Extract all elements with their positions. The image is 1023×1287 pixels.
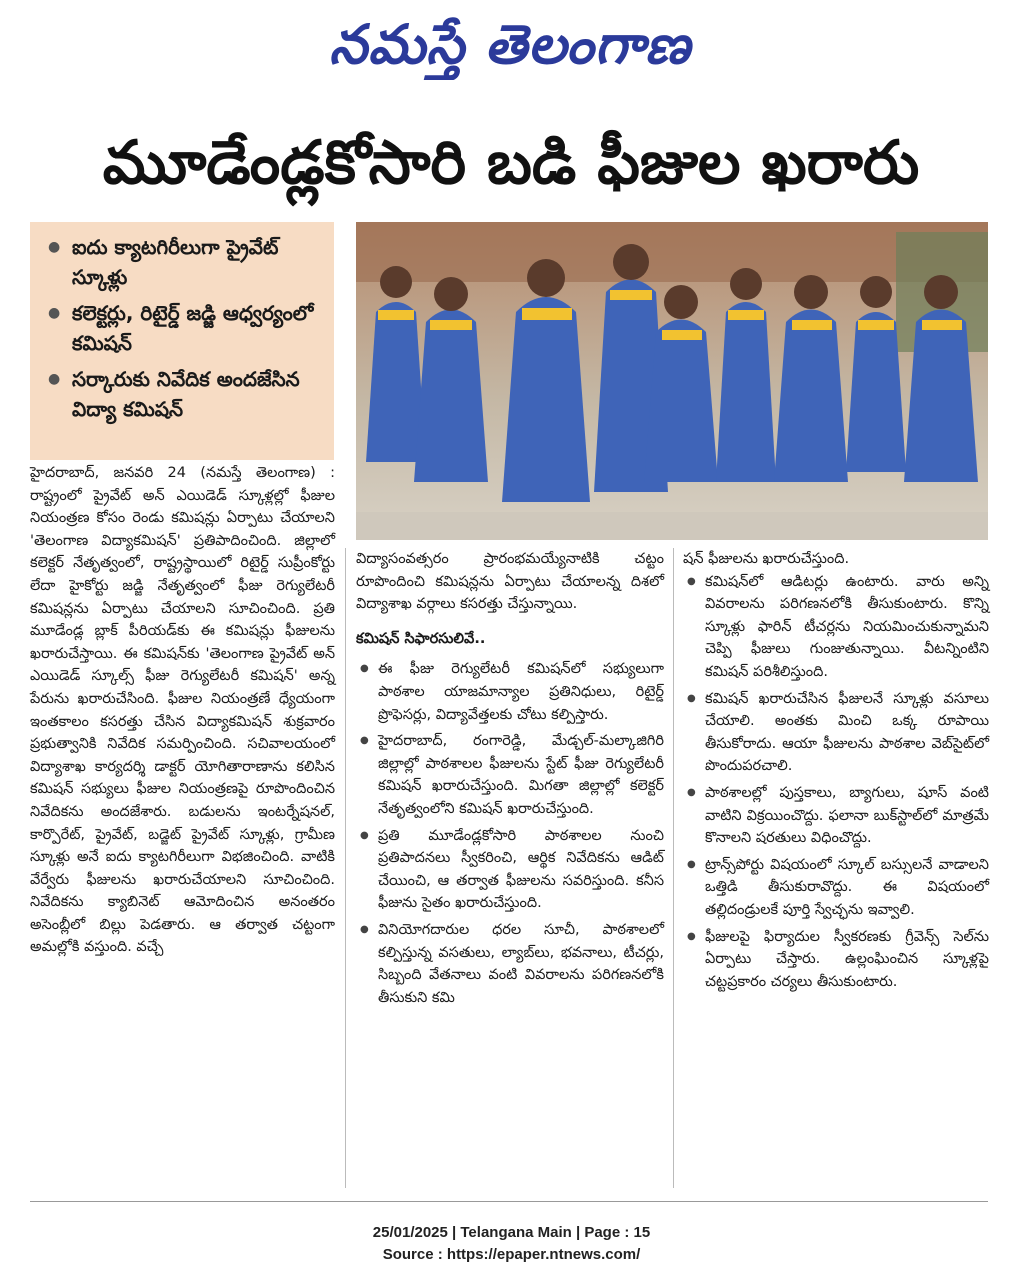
newspaper-masthead: నమస్తే తెలంగాణ (329, 12, 691, 76)
recommendation-item: ● వినియోగదారుల ధరల సూచీ, పాఠశాలలో కల్పిస్తున్న వసతులు, ల్యాబ్‌లు, భవనాలు, టీచర్లు, సిబ్బంది వేతనాలు వంటి వివరాలను పరిగణనలోకి తీసుకుని కమి (356, 919, 664, 1009)
footer-divider (30, 1201, 988, 1202)
footer-source: Source : https://epaper.ntnews.com/ (382, 1246, 641, 1263)
students-photo (356, 222, 988, 540)
recommendations-subheading: కమిషన్ సిఫారసులివే.. (356, 630, 486, 647)
footer-date-page: 25/01/2025 | Telangana Main | Page : 15 (372, 1224, 651, 1241)
highlight-item: ● కలెక్టర్లు, రిటైర్డ్ జడ్జి ఆధ్వర్యంలో కమిషన్ (44, 298, 326, 358)
recommendation-item: ● ఫీజులపై ఫిర్యాదుల స్వీకరణకు గ్రీవెన్స్ సెల్‌ను ఏర్పాటు చేస్తారు. ఉల్లంఘించిన స్కూళ్లపై చట్టప్రకారం చర్యలు తీసుకుంటారు. (683, 926, 989, 994)
article-column-2 (356, 548, 664, 1013)
recommendation-item: ● ట్రాన్స్‌పోర్టు విషయంలో స్కూల్ బస్సులనే వాడాలని ఒత్తిడి తీసుకురావొద్దు. ఈ విషయంలో తల్లిదండ్రులకే పూర్తి స్వేచ్ఛను ఇవ్వాలి. (683, 854, 989, 922)
article-body-text: విద్యాసంవత్సరం ప్రారంభమయ్యేనాటికి చట్టం రూపొందించి కమిషన్లను ఏర్పాటు చేయాలన్న దిశలో విద్యాశాఖ వర్గాలు కసరత్తు చేస్తున్నాయి. (356, 551, 664, 613)
recommendation-item: ● పాఠశాలల్లో పుస్తకాలు, బ్యాగులు, షూస్ వంటి వాటిని విక్రయించొద్దు. ఫలానా బుక్‌స్టాల్‌లో మాత్రమే కొనాలని షరతులు విధించొద్దు. (683, 782, 989, 850)
recommendation-item: ● ఈ ఫీజు రెగ్యులేటరీ కమిషన్‌లో సభ్యులుగా పాఠశాల యాజమాన్యాల ప్రతినిధులు, రిటైర్డ్ ప్రొఫెసర్లు, విద్యావేత్తలకు చోటు కల్పిస్తారు. (356, 658, 664, 726)
recommendation-item: ● కమిషన్ ఖరారుచేసిన ఫీజులనే స్కూళ్లు వసూలు చేయాలి. అంతకు మించి ఒక్క రూపాయి తీసుకోరాదు. ఆయా ఫీజులను పాఠశాల వెబ్‌సైట్‌లో పొందుపరచాలి. (683, 688, 989, 778)
article-headline: మూడేండ్లకోసారి బడి ఫీజుల ఖరారు (102, 128, 920, 198)
article-body-text: హైదరాబాద్, జనవరి 24 (నమస్తే తెలంగాణ) : రాష్ట్రంలో ప్రైవేట్ అన్ ఎయిడెడ్ స్కూళ్లల్లో ఫీజుల నియంత్రణ కోసం రెండు కమిషన్లు ఏర్పాటు చేయాలని 'తెలంగాణ విద్యాకమిషన్' ప్రతిపాదించింది. జిల్లాలో కలెక్టర్ నేతృత్వంలో, రాష్ట్రస్థాయిలో రిటైర్డ్ సుప్రీంకోర్టు లేదా హైకోర్టు జడ్జి నేతృత్వంలో ఫీజు రెగ్యులేటరీ కమిషన్లను ఏర్పాటు చేయాలని సూచించింది. ప్రతి మూడేండ్ల బ్లాక్ పీరియడ్‌కు ఈ కమిషన్లు ఫీజులను ఖరారుచేస్తాయి. ఈ కమిషన్‌కు 'తెలంగాణ ప్రైవేట్ అన్ ఎయిడెడ్ స్కూల్స్ ఫీజు రెగ్యులేటరీ కమిషన్' అన్న పేరును ఖరారుచేసింది. ఫీజుల నియంత్రణే ధ్యేయంగా ఇంతకాలం కసరత్తు చేసిన విద్యాకమిషన్ శుక్రవారం ప్రభుత్వానికి నివేదిక సమర్పించింది. సచివాలయంలో విద్యాశాఖ కార్యదర్శి డాక్టర్ యోగితారాణాను కలిసిన కమిషన్ సభ్యులు ఫీజుల నియంత్రణపై రూపొందించిన నివేదికను అందజేశారు. బడులను ఇంటర్నేషనల్, కార్పొరేట్, ప్రైవేట్, బడ్జెట్ ప్రైవేట్ స్కూళ్లు, గ్రామీణ స్కూళ్లు అనే ఐదు క్యాటగిరీలుగా విభజించింది. వాటికి వేర్వేరు ఫీజులను ఖరారుచేయాలని సూచించింది. నివేదికను క్యాబినెట్ ఆమోదించిన అనంతరం అసెంబ్లీలో బిల్లు పెడతారు. ఆ తర్వాత చట్టంగా అమల్లోకి వస్తుంది. వచ్చే (30, 465, 335, 956)
column-divider (345, 548, 346, 1188)
article-column-3 (683, 548, 989, 997)
recommendation-item: ● కమిషన్‌లో ఆడిటర్లు ఉంటారు. వారు అన్ని వివరాలను పరిగణనలోకి తీసుకుంటారు. కొన్ని స్కూళ్లు ఫారిన్ టీచర్లను నియమించుకున్నామని చెప్పి ఫీజులు గుంజుతున్నాయి. వీటన్నింటిని కమిషన్ పరిశీలిస్తుంది. (683, 571, 989, 684)
article-body-text: షన్ ఫీజులను ఖరారుచేస్తుంది. (683, 551, 850, 567)
highlights-box (30, 222, 334, 460)
article-column-1 (30, 462, 335, 959)
highlight-item: ● ఐదు క్యాటగిరీలుగా ప్రైవేట్ స్కూళ్లు (44, 232, 326, 292)
column-divider (673, 548, 674, 1188)
recommendation-item: ● హైదరాబాద్, రంగారెడ్డి, మేడ్చల్-మల్కాజిగిరి జిల్లాల్లో పాఠశాలల ఫీజులను స్టేట్ ఫీజు రెగ్యులేటరీ కమిషన్ ఖరారుచేస్తుంది. మిగతా జిల్లాల్లో కలెక్టర్ నేతృత్వంలోని కమిషన్ ఖరారుచేస్తుంది. (356, 730, 664, 820)
highlight-item: ● సర్కారుకు నివేదిక అందజేసిన విద్యా కమిషన్ (44, 364, 326, 424)
recommendation-item: ● ప్రతి మూడేండ్లకోసారి పాఠశాలల నుంచి ప్రతిపాదనలు స్వీకరించి, ఆర్థిక నివేదికను ఆడిట్ చేయించి, ఆ తర్వాత ఫీజులను సవరిస్తుంది. కనీస ఫీజును సైతం ఖరారుచేస్తుంది. (356, 825, 664, 915)
